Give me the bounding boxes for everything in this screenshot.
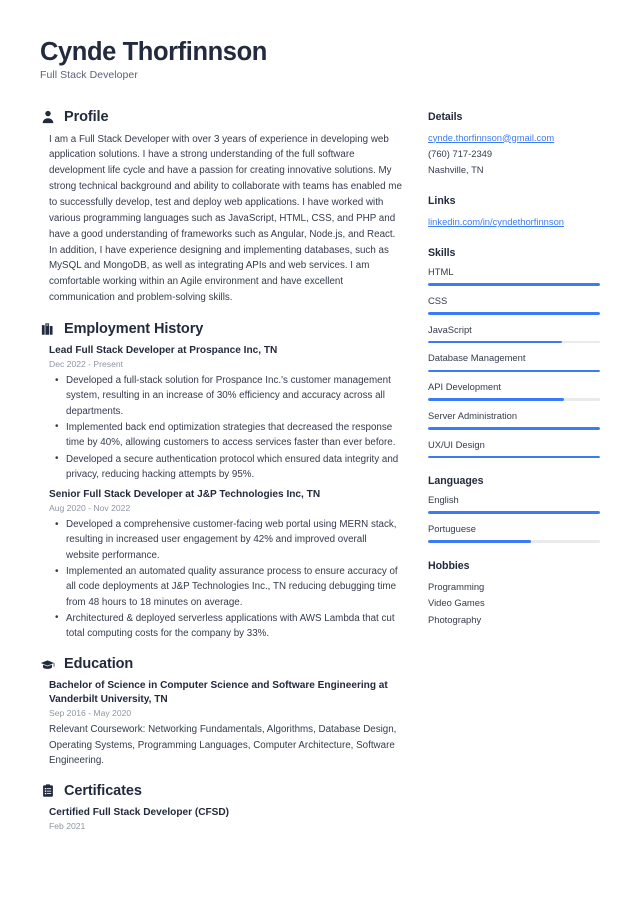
linkedin-link[interactable]: linkedin.com/in/cyndethorfinnson <box>428 216 565 228</box>
sidebar-column <box>428 109 600 646</box>
section-education-header <box>40 656 402 672</box>
section-employment-header <box>40 321 402 337</box>
section-employment-body <box>40 344 402 641</box>
sidebar-details-title: Details <box>428 110 463 123</box>
language-bar-track <box>428 540 600 543</box>
list-item: • Developed a secure authentication protocol which ensured data integrity and privacy, reducing hacking attempts by 95%. <box>66 452 402 483</box>
section-employment <box>40 321 402 641</box>
skill-bar-fill <box>428 427 600 430</box>
skill-label: Server Administration <box>428 409 518 421</box>
section-education-title: Education <box>64 656 134 673</box>
certificate-entry-date: Feb 2021 <box>49 821 86 832</box>
employment-entry <box>49 344 402 482</box>
skill-bar-fill <box>428 370 600 373</box>
skill-bar-track <box>428 283 600 286</box>
hobby-item: Photography <box>428 614 482 626</box>
clipboard-icon <box>40 784 55 799</box>
certificate-entry <box>49 806 402 832</box>
employment-entry-title: Senior Full Stack Developer at J&P Technologies Inc, TN <box>49 489 321 501</box>
sidebar-links <box>428 195 600 230</box>
language-label: Portuguese <box>428 522 476 534</box>
section-employment-title: Employment History <box>64 321 204 337</box>
language-bar-fill <box>428 540 531 543</box>
skill-label: JavaScript <box>428 323 472 335</box>
section-profile-header <box>40 109 402 125</box>
skill-label: Database Management <box>428 352 526 364</box>
list-item: • Implemented an automated quality assurance process to ensure accuracy of all code deployments at J&P Technologies Inc., TN reducing debugging time from 48 hours to 18 minutes on average. <box>66 564 402 610</box>
list-item: • Implemented back end optimization strategies that decreased the response time by 40%, allowing customers to access services faster than ever before. <box>66 420 402 451</box>
language-item <box>428 523 600 543</box>
user-icon <box>40 109 55 124</box>
skill-bar-track <box>428 398 600 401</box>
skill-item <box>428 381 600 401</box>
section-education-body <box>40 679 402 768</box>
skill-bar-fill <box>428 341 562 344</box>
skill-bar-track <box>428 312 600 315</box>
resume-columns <box>40 109 600 848</box>
list-item: • Developed a comprehensive customer-facing web portal using MERN stack, resulting in increased user engagement by 42% and improved overall website performance. <box>66 517 402 563</box>
skill-item <box>428 410 600 430</box>
skill-label: API Development <box>428 381 501 393</box>
skill-item <box>428 439 600 459</box>
skill-label: UX/UI Design <box>428 438 485 450</box>
employment-entry-title: Lead Full Stack Developer at Prospance Inc, TN <box>49 345 278 356</box>
skill-item <box>428 295 600 315</box>
education-entry-title: Bachelor of Science in Computer Science and Software Engineering at Vanderbilt University, TN <box>49 680 388 706</box>
skill-item <box>428 352 600 372</box>
phone-number: (760) 717-2349 <box>428 147 493 159</box>
main-column <box>40 109 402 848</box>
skill-label: CSS <box>428 294 448 306</box>
sidebar-languages-title: Languages <box>428 475 484 488</box>
education-entry-date: Sep 2016 - May 2020 <box>49 708 132 719</box>
language-item <box>428 494 600 514</box>
location: Nashville, TN <box>428 163 484 175</box>
section-certificates-header <box>40 783 402 799</box>
employment-bullets <box>49 373 402 482</box>
language-bar-fill <box>428 511 600 514</box>
profile-text: I am a Full Stack Developer with over 3 years of experience in developing web application solutions. I have a strong understanding of the full software development life cycle and have a passion for creating innovative solutions. My strong technical background and ability to collaborate with teams has enabled me to successfully develop, test and deploy web applications. I have worked with various programming languages such as JavaScript, HTML, CSS, and PHP and have a good understanding of frameworks such as Angular, Node.js, and React. In addition, I have experience designing and implementing databases, such as MySQL and MongoDB, as well as integrating APIs and web services. I am comfortable working within an Agile environment and have excellent communication and problem-solving skills. <box>49 133 402 304</box>
skill-bar-fill <box>428 456 600 459</box>
education-entry-description: Relevant Coursework: Networking Fundamentals, Algorithms, Database Design, Operating Systems, Programming Languages, Computer Architecture, Software Engineering. <box>49 724 397 766</box>
employment-entry-date: Dec 2022 - Present <box>49 358 124 369</box>
language-label: English <box>428 494 459 506</box>
skill-bar-fill <box>428 312 600 315</box>
section-certificates-title: Certificates <box>64 783 142 800</box>
candidate-job-title: Full Stack Developer <box>40 68 138 81</box>
skill-bar-track <box>428 427 600 430</box>
sidebar-hobbies <box>428 560 600 629</box>
hobby-item: Video Games <box>428 597 485 609</box>
section-profile-title: Profile <box>64 108 109 125</box>
skill-bar-fill <box>428 283 600 286</box>
skill-item <box>428 266 600 286</box>
language-bar-track <box>428 511 600 514</box>
section-profile-body <box>40 132 402 306</box>
sidebar-links-title: Links <box>428 195 456 208</box>
sidebar-skills <box>428 247 600 458</box>
graduation-cap-icon <box>40 657 55 672</box>
resume-header <box>40 38 600 81</box>
skill-bar-track <box>428 341 600 344</box>
list-item: • Architectured & deployed serverless applications with AWS Lambda that cut total computing costs for the company by 33%. <box>66 611 402 642</box>
list-item: • Developed a full-stack solution for Prospance Inc.'s customer management system, resulting in an increase of 30% efficiency and accuracy across all departments. <box>66 373 402 419</box>
employment-entry <box>49 488 402 641</box>
skill-label: HTML <box>428 266 454 278</box>
sidebar-details <box>428 111 600 179</box>
skill-bar-track <box>428 370 600 373</box>
section-profile <box>40 109 402 306</box>
employment-entry-date: Aug 2020 - Nov 2022 <box>49 502 131 513</box>
briefcase-icon <box>40 322 55 337</box>
skill-item <box>428 324 600 344</box>
education-entry <box>49 679 402 768</box>
sidebar-hobbies-title: Hobbies <box>428 559 470 572</box>
email-link[interactable]: cynde.thorfinnson@gmail.com <box>428 131 555 143</box>
certificate-entry-title: Certified Full Stack Developer (CFSD) <box>49 807 230 819</box>
skill-bar-track <box>428 456 600 459</box>
section-certificates-body <box>40 806 402 832</box>
section-certificates <box>40 783 402 832</box>
skill-bar-fill <box>428 398 564 401</box>
employment-bullets <box>49 517 402 641</box>
hobby-item: Programming <box>428 580 485 592</box>
sidebar-languages <box>428 475 600 542</box>
section-education <box>40 656 402 768</box>
candidate-name: Cynde Thorfinnson <box>40 38 267 66</box>
sidebar-skills-title: Skills <box>428 247 456 260</box>
